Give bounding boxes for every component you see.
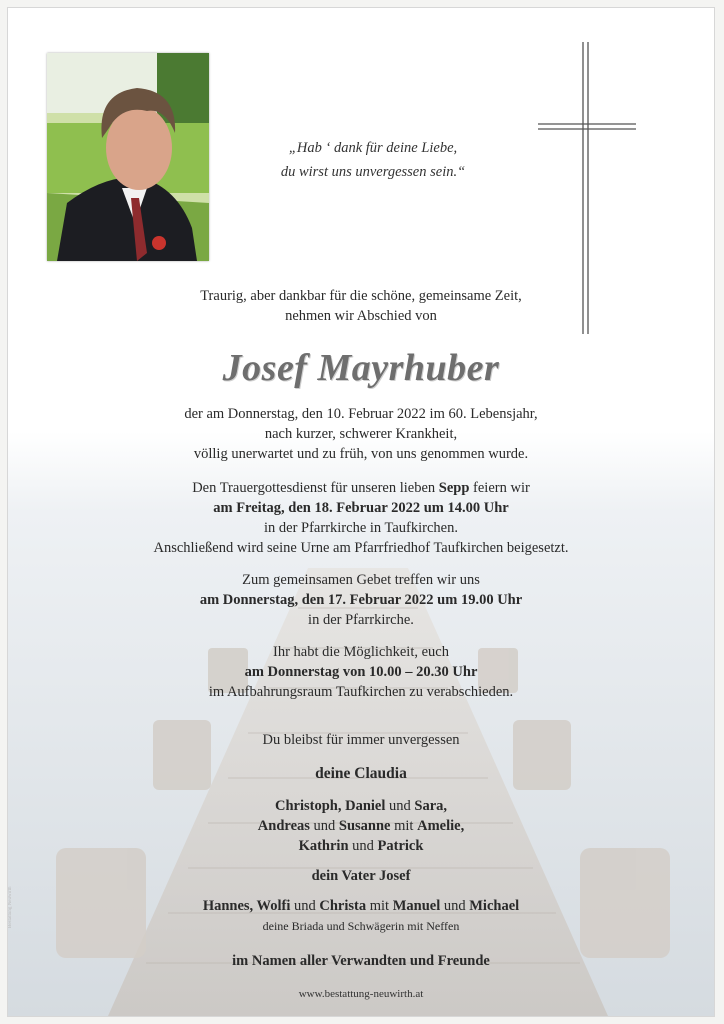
sibling-name: Hannes, Wolfi — [202, 898, 291, 914]
portrait-image — [47, 53, 209, 261]
separator: , — [443, 798, 447, 814]
children-row — [8, 816, 714, 836]
siblings-note: deine Briada und Schwägerin mit Neffen — [262, 919, 460, 933]
intro-line: nehmen wir Abschied von — [285, 308, 437, 324]
separator: , — [337, 798, 346, 814]
closing-line: Du bleibst für immer unvergessen — [262, 732, 460, 748]
farewell-time: am Donnerstag von 10.00 – 20.30 Uhr — [244, 664, 478, 680]
separator: mit — [366, 898, 393, 914]
website-link[interactable]: www.bestattung-neuwirth.at — [298, 988, 424, 1000]
side-note: Bestattung Neuwirth — [8, 886, 13, 928]
farewell-info — [8, 642, 714, 702]
death-info-line: völlig unerwartet und zu früh, von uns genommen wurde. — [193, 446, 529, 462]
separator: mit — [390, 818, 418, 834]
farewell-location: im Aufbahrungsraum Taufkirchen zu verabschieden. — [208, 684, 514, 700]
nephew-name: Michael — [469, 898, 520, 914]
separator: , — [460, 818, 465, 834]
prayer-line: Zum gemeinsamen Gebet treffen wir uns — [242, 572, 480, 588]
child-name: Daniel — [345, 798, 386, 814]
child-name: Andreas — [257, 818, 310, 834]
child-name: Patrick — [377, 838, 424, 854]
siblings — [8, 896, 714, 936]
death-info-line: nach kurzer, schwerer Krankheit, — [264, 426, 458, 442]
service-line — [8, 478, 714, 498]
child-name: Christoph — [274, 798, 338, 814]
funeral-service — [8, 478, 714, 558]
farewell-line: Ihr habt die Möglichkeit, euch — [273, 644, 449, 660]
memorial-quote — [188, 136, 558, 184]
death-info-line: der am Donnerstag, den 10. Februar 2022 im 60. Lebensjahr, — [184, 406, 538, 422]
father-name: dein Vater Josef — [311, 868, 411, 884]
service-date: am Freitag, den 18. Februar 2022 um 14.00 Uhr — [213, 500, 509, 516]
separator: und — [348, 838, 378, 854]
separator: und — [290, 898, 320, 914]
deceased-name: Josef Mayrhuber — [222, 347, 500, 389]
intro-line: Traurig, aber dankbar für die schöne, gemeinsame Zeit, — [200, 288, 522, 304]
burial-info: Anschließend wird seine Urne am Pfarrfriedhof Taufkirchen beigesetzt. — [153, 540, 569, 556]
child-name: Susanne — [338, 818, 391, 834]
all-relatives: im Namen aller Verwandten und Freunde — [232, 953, 490, 969]
nephew-name: Manuel — [392, 898, 441, 914]
service-text: Den Trauergottesdienst für unseren lieben — [192, 480, 439, 496]
prayer-location: in der Pfarrkirche. — [308, 612, 414, 628]
siblings-row — [8, 896, 714, 916]
quote-line: „Hab ‘ dank für deine Liebe, — [288, 140, 458, 156]
prayer-info — [8, 570, 714, 630]
death-info — [8, 404, 714, 464]
service-location: in der Pfarrkirche in Taufkirchen. — [264, 520, 458, 536]
quote-line: du wirst uns unvergessen sein.“ — [280, 164, 466, 180]
children-names — [8, 796, 714, 856]
obituary-card — [7, 7, 715, 1017]
nickname: Sepp — [438, 480, 470, 496]
intro-text — [8, 286, 714, 326]
separator: und — [440, 898, 470, 914]
prayer-date: am Donnerstag, den 17. Februar 2022 um 19.00 Uhr — [199, 592, 523, 608]
children-row — [8, 836, 714, 856]
portrait-photo — [47, 53, 209, 261]
service-text: feiern wir — [469, 480, 530, 496]
sibling-name: Christa — [319, 898, 367, 914]
child-name: Kathrin — [298, 838, 349, 854]
separator: und — [385, 798, 415, 814]
grandchild-name: Amelie — [417, 818, 461, 834]
separator: und — [309, 818, 339, 834]
child-name: Sara — [414, 798, 444, 814]
children-row — [8, 796, 714, 816]
wife-name: deine Claudia — [315, 765, 407, 782]
